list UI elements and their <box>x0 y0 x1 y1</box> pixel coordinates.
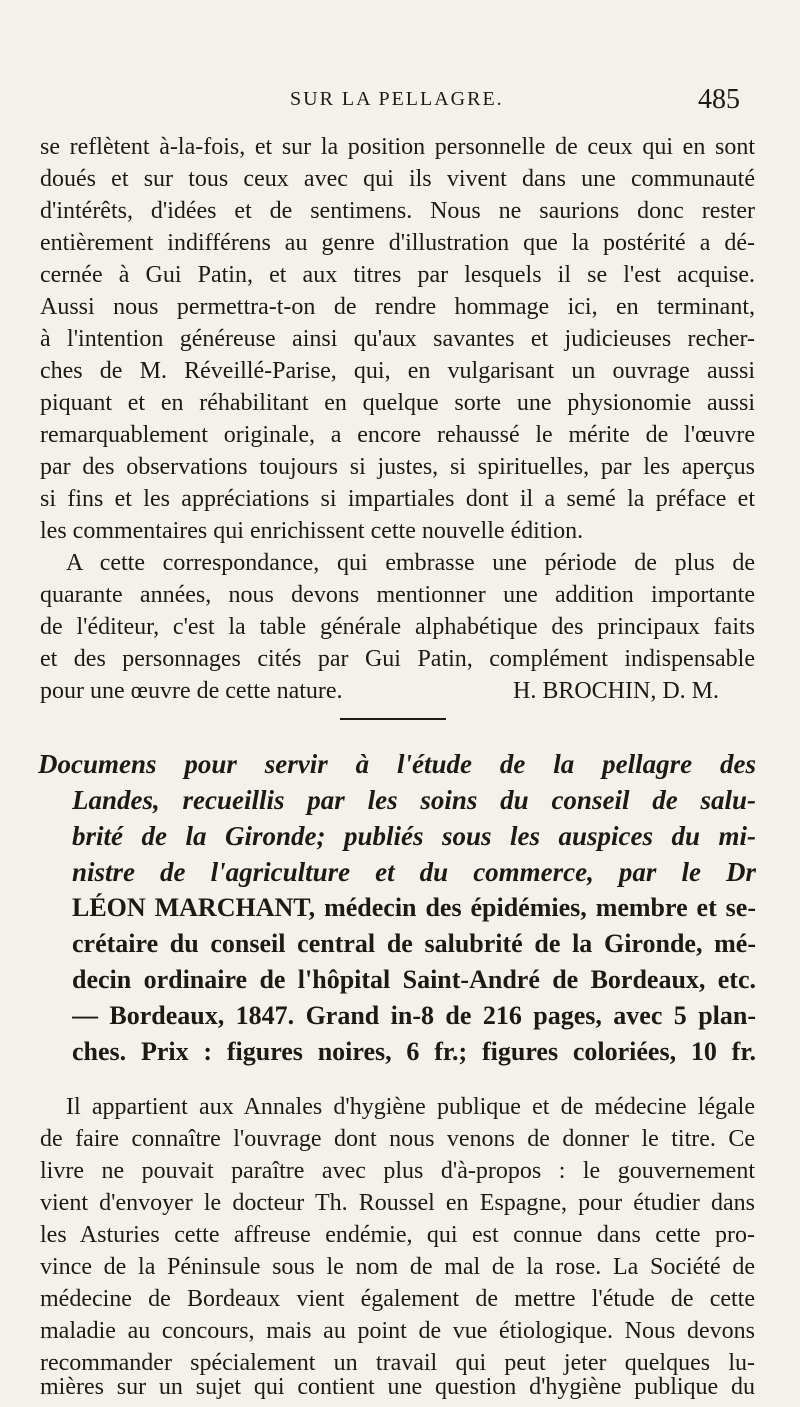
section-divider <box>340 718 446 720</box>
text-line: Il appartient aux Annales d'hygiène publique et de médecine légale <box>66 1094 755 1120</box>
running-title: SUR LA PELLAGRE. <box>290 88 504 110</box>
text-line: doués et sur tous ceux avec qui ils vivent dans une communauté <box>40 166 755 192</box>
text-line: de l'éditeur, c'est la table générale alphabétique des principaux faits <box>40 614 755 640</box>
entry-detail-line: decin ordinaire de l'hôpital Saint-André de Bordeaux, etc. <box>72 965 756 994</box>
author-signature: H. BROCHIN, D. M. <box>512 678 719 704</box>
running-head <box>0 84 800 128</box>
entry-detail-line: ches. Prix : figures noires, 6 fr.; figures coloriées, 10 fr. <box>72 1037 756 1066</box>
text-line: les commentaires qui enrichissent cette nouvelle édition. <box>40 518 584 544</box>
text-line: médecine de Bordeaux vient également de mettre l'étude de cette <box>40 1286 755 1312</box>
text-line: si fins et les appréciations si impartiales dont il a semé la préface et <box>40 486 755 512</box>
text-line: ches de M. Réveillé-Parise, qui, en vulgarisant un ouvrage aussi <box>40 358 755 384</box>
entry-title-line: brité de la Gironde; publiés sous les auspices du mi- <box>72 821 756 851</box>
entry-title-line: Documens pour servir à l'étude de la pellagre des <box>38 749 756 779</box>
text-line: cernée à Gui Patin, et aux titres par lesquels il se l'est acquise. <box>40 262 755 288</box>
entry-title-line: nistre de l'agriculture et du commerce, par le Dr <box>72 857 756 887</box>
text-line: et des personnages cités par Gui Patin, complément indispensable <box>40 646 755 672</box>
text-line: par des observations toujours si justes, si spirituelles, par les aperçus <box>40 454 755 480</box>
text-line: à l'intention généreuse ainsi qu'aux savantes et judicieuses recher- <box>40 326 755 352</box>
text-line: entièrement indifférens au genre d'illustration que la postérité a dé- <box>40 230 755 256</box>
entry-detail-line: crétaire du conseil central de salubrité de la Gironde, mé- <box>72 929 756 958</box>
text-line: livre ne pouvait paraître avec plus d'à-propos : le gouvernement <box>40 1158 755 1184</box>
text-line: piquant et en réhabilitant en quelque sorte une physionomie aussi <box>40 390 755 416</box>
entry-detail-line: LÉON MARCHANT, médecin des épidémies, membre et se- <box>72 893 756 922</box>
text-line: de faire connaître l'ouvrage dont nous venons de donner le titre. Ce <box>40 1126 755 1152</box>
text-line: Aussi nous permettra-t-on de rendre hommage ici, en terminant, <box>40 294 755 320</box>
text-line: se reflètent à-la-fois, et sur la position personnelle de ceux qui en sont <box>40 134 755 160</box>
entry-detail-line: — Bordeaux, 1847. Grand in-8 de 216 pages, avec 5 plan- <box>72 1001 756 1030</box>
text-line: les Asturies cette affreuse endémie, qui est connue dans cette pro- <box>40 1222 755 1248</box>
text-line: vince de la Péninsule sous le nom de mal de la rose. La Société de <box>40 1254 755 1280</box>
text-line <box>40 676 755 706</box>
closing-text: pour une œuvre de cette nature. <box>40 678 343 704</box>
text-line: quarante années, nous devons mentionner une addition importante <box>40 582 755 608</box>
text-line: A cette correspondance, qui embrasse une période de plus de <box>66 550 755 576</box>
text-line: remarquablement originale, a encore rehaussé le mérite de l'œuvre <box>40 422 755 448</box>
text-line: mières sur un sujet qui contient une question d'hygiène publique du <box>40 1374 755 1400</box>
text-line: d'intérêts, d'idées et de sentimens. Nous ne saurions donc rester <box>40 198 755 224</box>
text-line: vient d'envoyer le docteur Th. Roussel en Espagne, pour étudier dans <box>40 1190 755 1216</box>
page-number: 485 <box>698 84 740 115</box>
text-line: recommander spécialement un travail qui peut jeter quelques lu- <box>40 1350 755 1376</box>
entry-title-line: Landes, recueillis par les soins du conseil de salu- <box>72 785 756 815</box>
text-line: maladie au concours, mais au point de vue étiologique. Nous devons <box>40 1318 755 1344</box>
